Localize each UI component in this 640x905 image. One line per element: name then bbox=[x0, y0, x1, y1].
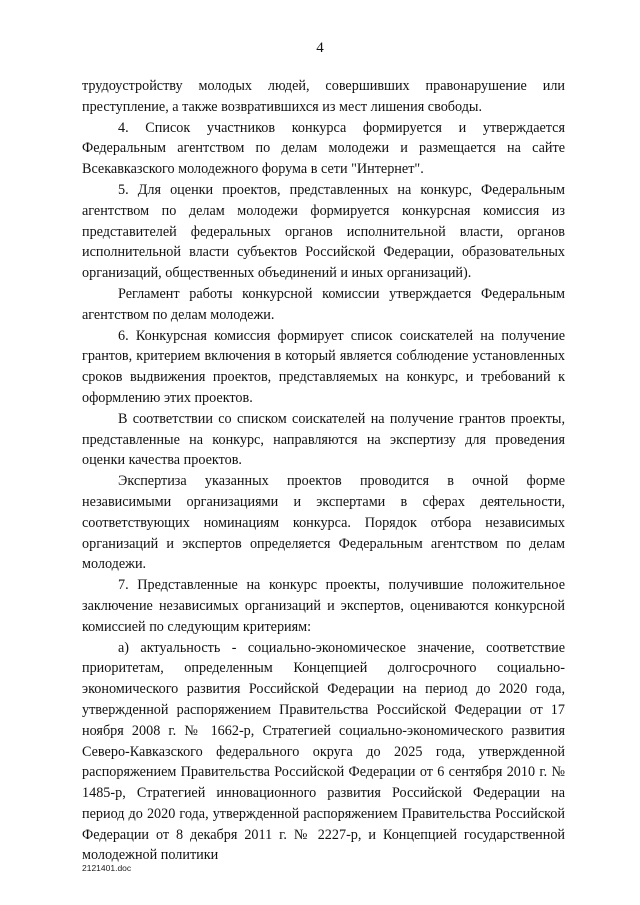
footer-filename: 2121401.doc bbox=[82, 863, 132, 873]
paragraph-criterion-a: а) актуальность - социально-экономическое значение, соответствие приоритетам, определенным Концепцией долгосрочного социально-экономического развития Российской Федерации на период до 2020 года, утвержденной распоряжением Правительства Российской Федерации от 17 ноября 2008 г. № 1662-р, Стратегией социально-экономического развития Северо-Кавказского федерального округа до 2025 года, утвержденной распоряжением Правительства Российской Федерации от 6 сентября 2010 г. № 1485-р, Стратегией инновационного развития Российской Федерации на период до 2020 года, утвержденной распоряжением Правительства Российской Федерации от 8 декабря 2011 г. № 2227-р, и Концепцией государственной молодежной политики bbox=[82, 639, 565, 864]
page-number: 4 bbox=[316, 40, 324, 56]
paragraph-commission-regulation: Регламент работы конкурсной комиссии утверждается Федеральным агентством по делам молодежи. bbox=[82, 285, 565, 323]
paragraph-item-7: 7. Представленные на конкурс проекты, получившие положительное заключение независимых организаций и экспертов, оцениваются конкурсной комиссией по следующим критериям: bbox=[82, 577, 565, 635]
paragraph-intro: трудоустройству молодых людей, совершивших правонарушение или преступление, а также возвратившихся из мест лишения свободы. bbox=[82, 78, 565, 115]
paragraph-item-5: 5. Для оценки проектов, представленных на конкурс, Федеральным агентством по делам молодежи формируется конкурсная комиссия из представителей федеральных органов исполнительной власти, органов исполнительной власти субъектов Российской Федерации, образовательных организаций, общественных объединений и иных организаций). bbox=[82, 181, 565, 282]
paragraph-expertise-referral: В соответствии со списком соискателей на получение грантов проекты, представленные на конкурс, направляются на экспертизу для проведения оценки качества проектов. bbox=[82, 410, 565, 469]
paragraph-item-6: 6. Конкурсная комиссия формирует список соискателей на получение грантов, критерием включения в который является соблюдение установленных сроков выдвижения проектов, представляемых на конкурс, и требований к оформлению этих проектов. bbox=[82, 327, 565, 406]
paragraph-expertise-format: Экспертиза указанных проектов проводится в очной форме независимыми организациями и экспертами в сферах деятельности, соответствующих номинациям конкурса. Порядок отбора независимых организаций и экспертов определяется Федеральным агентством по делам молодежи. bbox=[82, 473, 565, 573]
document-body bbox=[82, 76, 565, 866]
paragraph-item-4: 4. Список участников конкурса формируется и утверждается Федеральным агентством по делам молодежи и размещается на сайте Всекавказского молодежного форума в сети "Интернет". bbox=[82, 119, 565, 178]
